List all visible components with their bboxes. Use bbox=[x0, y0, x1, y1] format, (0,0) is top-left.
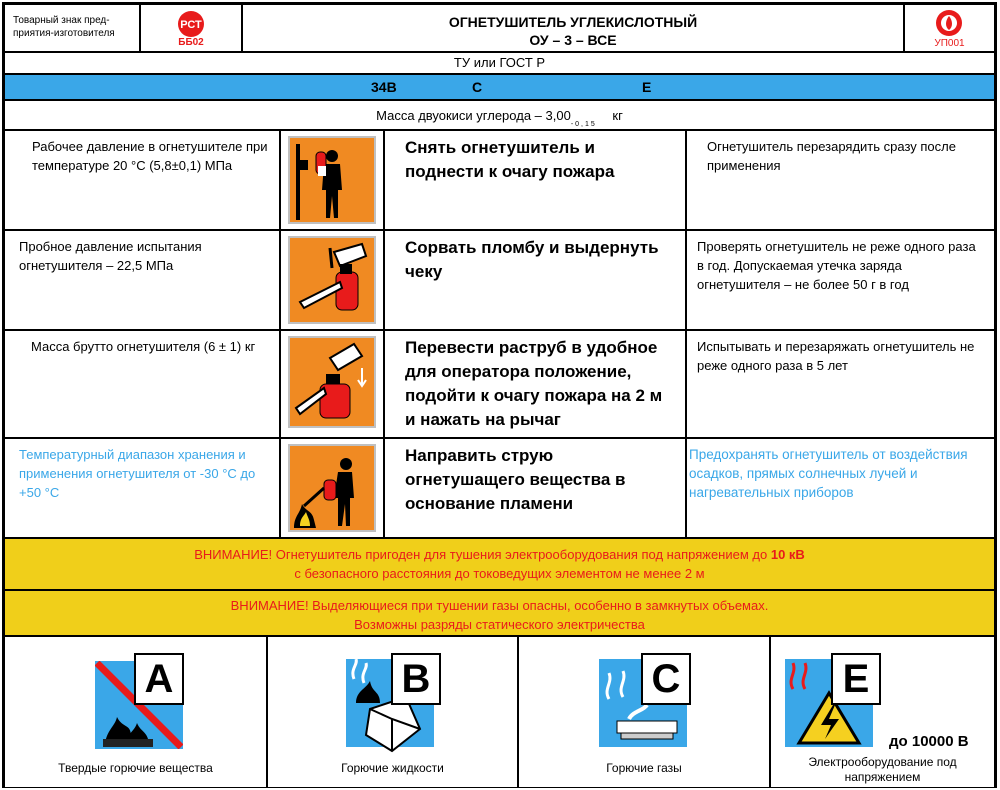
trademark-cell bbox=[4, 4, 140, 52]
class-c-cell bbox=[518, 636, 770, 788]
warning-voltage-limit: 10 кВ bbox=[770, 547, 805, 562]
svg-text:РСТ: РСТ bbox=[180, 19, 202, 31]
note-cell-recharge: Огнетушитель перезарядить сразу после применения bbox=[686, 130, 995, 230]
class-a-letter: A bbox=[134, 653, 184, 705]
class-c-letter: C bbox=[641, 653, 691, 705]
spec-cell-test-pressure: Пробное давление испытания огнетушителя – 22,5 МПа bbox=[4, 230, 280, 330]
certification-logo-right bbox=[904, 4, 995, 52]
product-title: ОГНЕТУШИТЕЛЬ УГЛЕКИСЛОТНЫЙ bbox=[448, 14, 698, 30]
fire-class-bar bbox=[4, 74, 995, 100]
carry-extinguisher-icon bbox=[288, 136, 376, 224]
spec-cell-temperature-range: Температурный диапазон хранения и применения огнетушителя от -30 °С до +50 °С bbox=[4, 438, 280, 538]
class-e-label: Электрооборудование под напряжением bbox=[808, 755, 957, 784]
class-e-cell bbox=[770, 636, 995, 788]
standard-text: ТУ или ГОСТ Р bbox=[453, 55, 546, 70]
instruction-step-4: Направить струю огнетушащего вещества в основание пламени bbox=[384, 438, 686, 538]
class-b-letter: B bbox=[391, 653, 441, 705]
instruction-step-1: Снять огнетушитель и поднести к очагу пожара bbox=[384, 130, 686, 230]
class-b-cell bbox=[267, 636, 518, 788]
note-cell-annual-check: Проверять огнетушитель не реже одного раза в год. Допускаемая утечка заряда огнетушителя – не более 50 г в год bbox=[686, 230, 995, 330]
standard-row bbox=[4, 52, 995, 74]
certification-logo-left bbox=[140, 4, 242, 52]
class-a-cell bbox=[4, 636, 267, 788]
title-cell bbox=[242, 4, 904, 52]
fire-class-rating-2: С bbox=[472, 79, 483, 95]
note-cell-protection: Предохранять огнетушитель от воздействия осадков, прямых солнечных лучей и нагревательных приборов bbox=[686, 438, 995, 538]
fire-class-rating-3: Е bbox=[642, 79, 652, 95]
class-e-voltage: до 10000 В bbox=[889, 733, 969, 750]
class-c-label: Горючие газы bbox=[606, 761, 682, 775]
instruction-step-2: Сорвать пломбу и выдернуть чеку bbox=[384, 230, 686, 330]
warning-electrical-text: ВНИМАНИЕ! Огнетушитель пригоден для тушения электрооборудования под напряжением до bbox=[194, 547, 768, 562]
co2-mass-unit: кг bbox=[612, 108, 623, 123]
pictogram-cell-1 bbox=[280, 130, 384, 230]
co2-mass-tolerance: -0,15 bbox=[570, 121, 597, 128]
class-b-label: Горючие жидкости bbox=[341, 761, 444, 775]
warning-gases-line1: ВНИМАНИЕ! Выделяющиеся при тушении газы опасны, особенно в замкнутых объемах. bbox=[230, 598, 769, 613]
pull-pin-icon bbox=[288, 236, 376, 324]
warning-electrical bbox=[4, 538, 995, 590]
product-model: ОУ – 3 – ВСЕ bbox=[529, 32, 617, 48]
warning-gases bbox=[4, 590, 995, 636]
fire-class-rating-1: 34В bbox=[371, 79, 397, 95]
pictogram-cell-3 bbox=[280, 330, 384, 438]
spray-base-of-flame-icon bbox=[288, 444, 376, 532]
pictogram-cell-2 bbox=[280, 230, 384, 330]
aim-horn-icon bbox=[288, 336, 376, 428]
spec-cell-working-pressure: Рабочее давление в огнетушителе при температуре 20 °С (5,8±0,1) МПа bbox=[4, 130, 280, 230]
co2-mass-row bbox=[4, 100, 995, 130]
note-cell-five-year-test: Испытывать и перезаряжать огнетушитель не реже одного раза в 5 лет bbox=[686, 330, 995, 438]
class-e-letter: E bbox=[831, 653, 881, 705]
warning-gases-line2: Возможны разряды статического электричества bbox=[354, 617, 645, 632]
warning-electrical-distance: с безопасного расстояния до токоведущих элементом не менее 2 м bbox=[294, 566, 705, 581]
co2-mass-text: Масса двуокиси углерода – 3,00 bbox=[376, 108, 571, 123]
class-a-label: Твердые горючие вещества bbox=[58, 761, 213, 775]
trademark-text: Товарный знак пред-приятия-изготовителя bbox=[13, 15, 115, 39]
instruction-step-3: Перевести раструб в удобное для оператора положение, подойти к очагу пожара на 2 м и нажать на рычаг bbox=[384, 330, 686, 438]
spec-cell-gross-mass: Масса брутто огнетушителя (6 ± 1) кг bbox=[4, 330, 280, 438]
cert-code-right: УП001 bbox=[934, 38, 965, 49]
cert-code-left: ББ02 bbox=[178, 37, 204, 48]
pictogram-cell-4 bbox=[280, 438, 384, 538]
